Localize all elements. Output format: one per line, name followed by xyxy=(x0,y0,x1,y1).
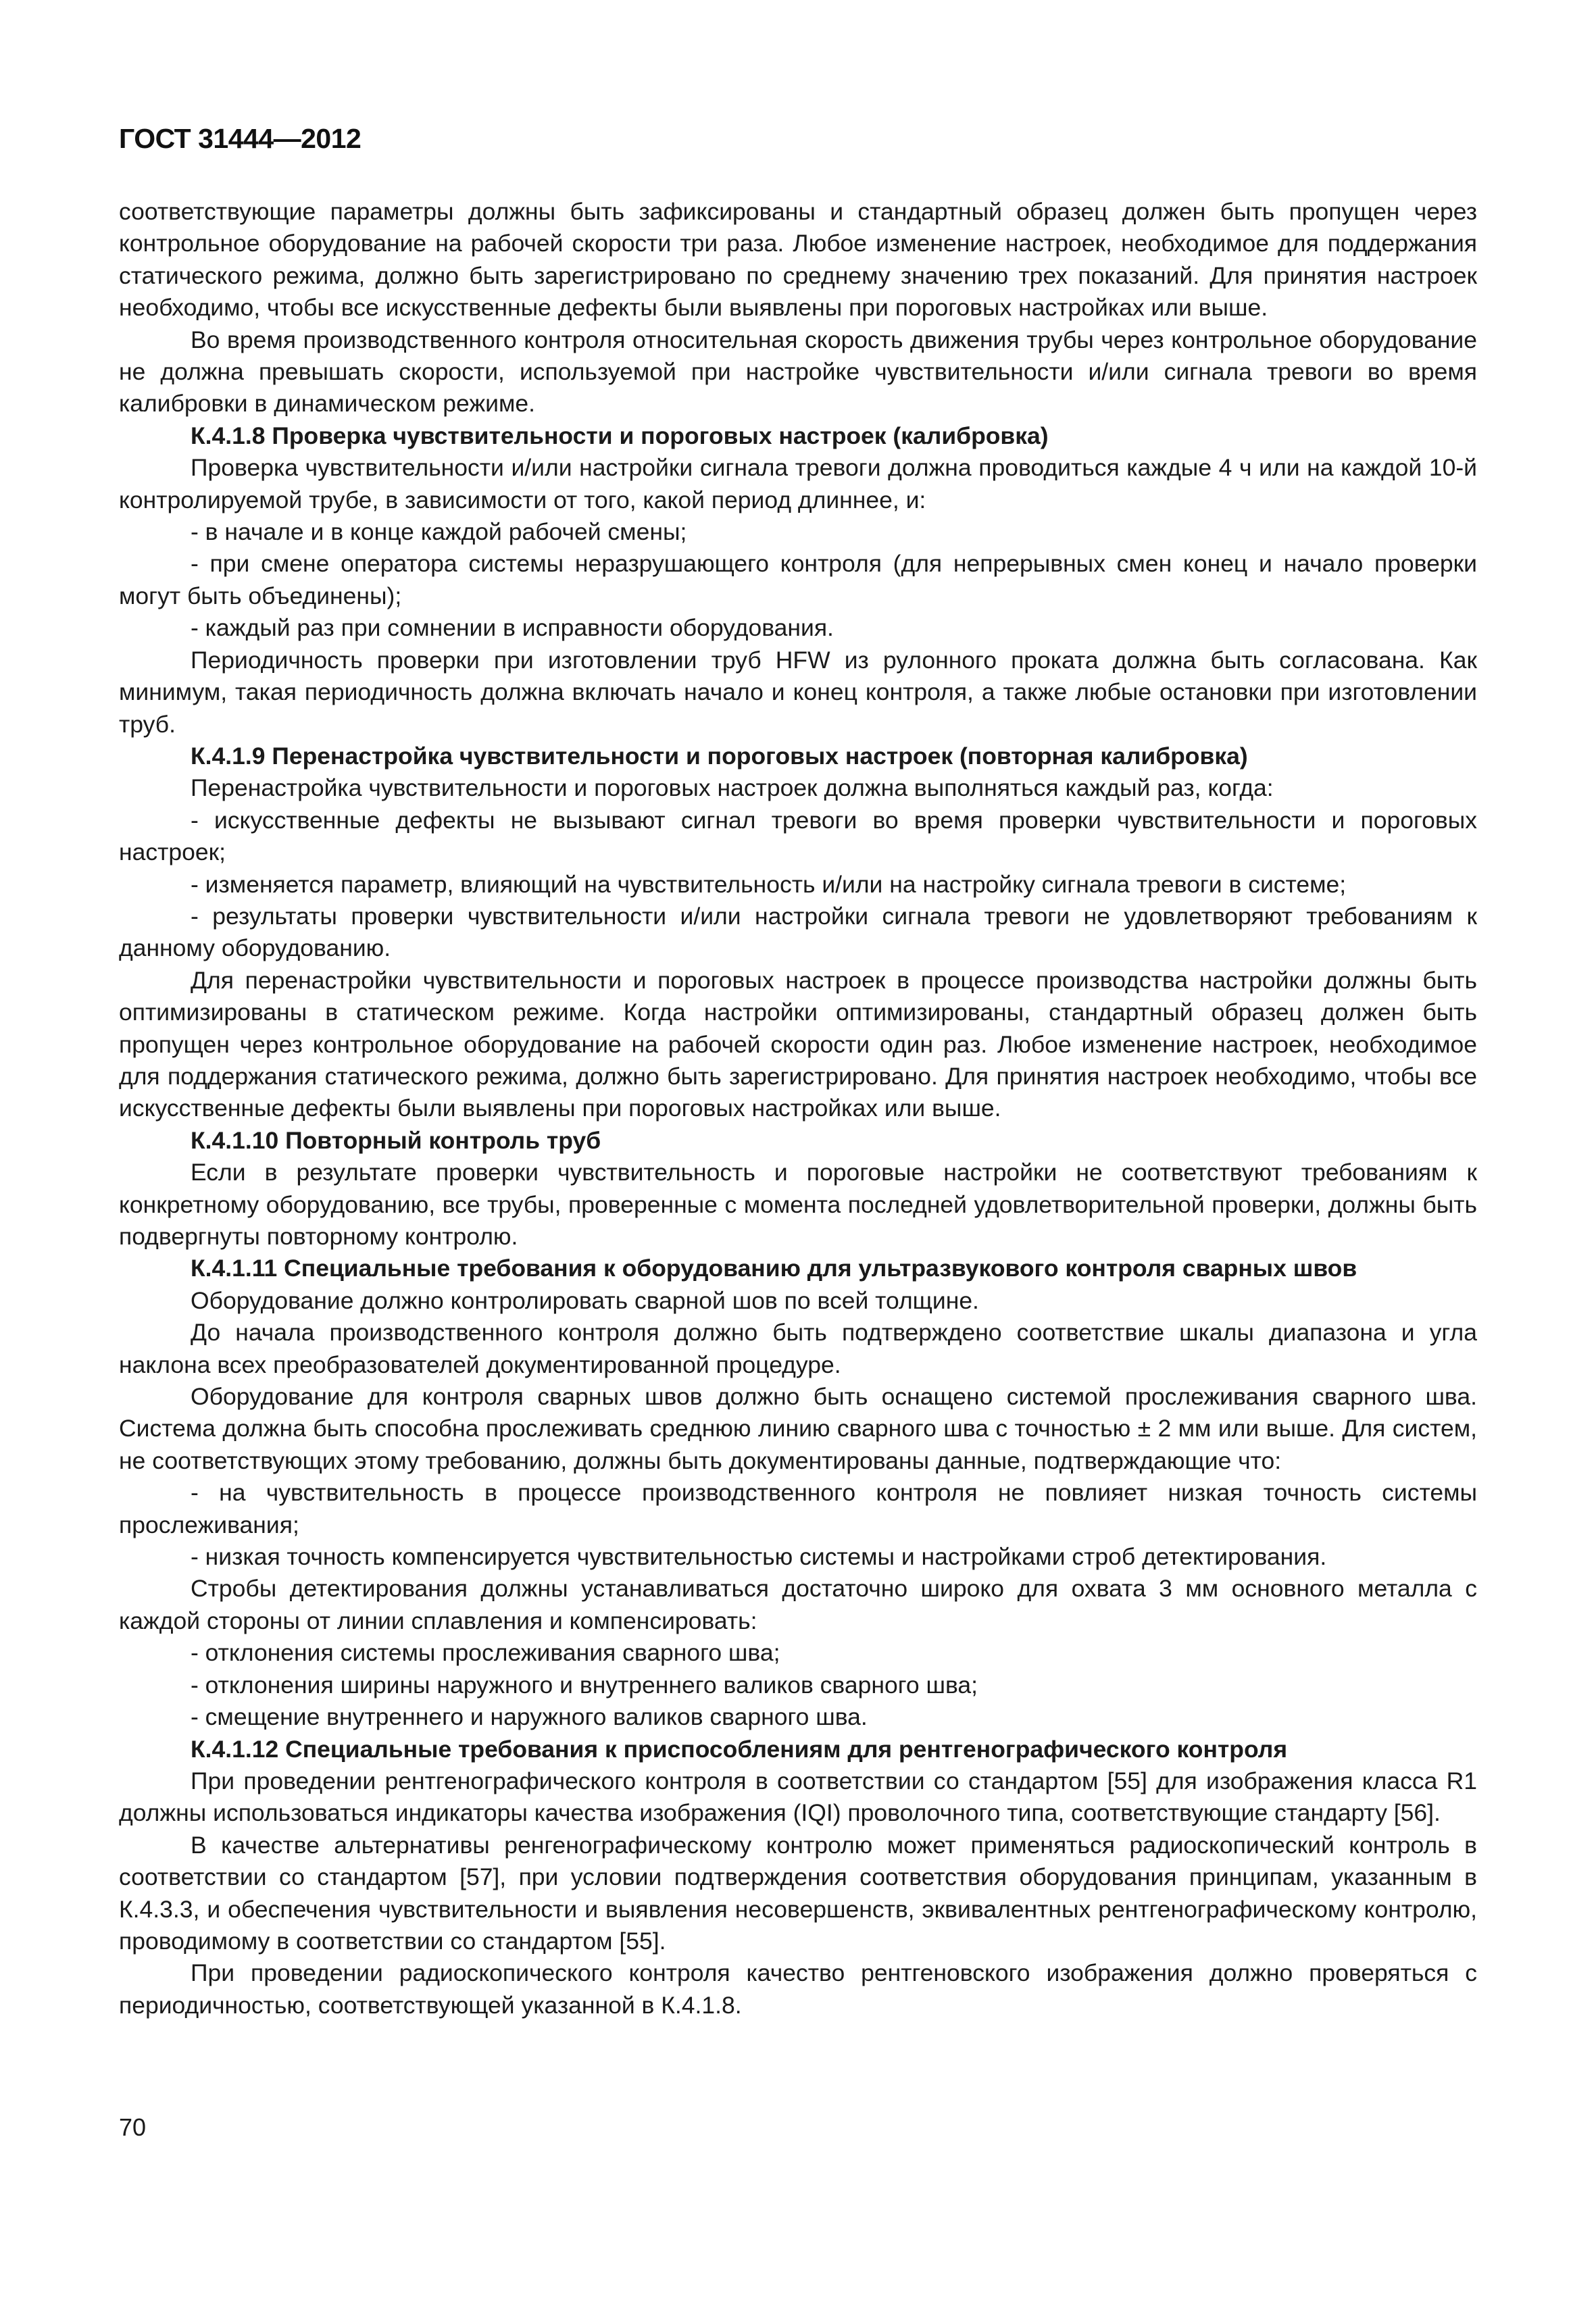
paragraph: До начала производственного контроля должно быть подтверждено соответствие шкалы диапазона и угла наклона всех преобразователей документированной процедуре. xyxy=(119,1319,1477,1378)
list-item: - отклонения системы прослеживания сварного шва; xyxy=(191,1639,780,1667)
list-item: - каждый раз при сомнении в исправности оборудования. xyxy=(191,614,834,642)
standard-header: ГОСТ 31444—2012 xyxy=(119,123,361,154)
list-item: - в начале и в конце каждой рабочей смены; xyxy=(191,518,687,546)
body-text xyxy=(119,196,1477,2021)
list-item: - результаты проверки чувствительности и/или настройки сигнала тревоги не удовлетворяют требованиям к данному оборудованию. xyxy=(119,902,1477,962)
paragraph: Оборудование должно контролировать сварной шов по всей толщине. xyxy=(191,1286,979,1314)
paragraph: Для перенастройки чувствительности и пороговых настроек в процессе производства настройки должны быть оптимизированы в статическом режиме. Когда настройки оптимизированы, стандартный образец должен быть пропущен через контрольное оборудование на рабочей скорости один раз. Любое изменение настроек, необходимое для поддержания статического режима, должно быть зарегистрировано. Для принятия настроек необходимо, чтобы все искусственные дефекты были выявлены при пороговых настройках или выше. xyxy=(119,966,1477,1122)
section-heading-k4110: К.4.1.10 Повторный контроль труб xyxy=(191,1126,601,1154)
section-heading-k419: К.4.1.9 Перенастройка чувствительности и пороговых настроек (повторная калибровка) xyxy=(191,742,1248,770)
paragraph: Перенастройка чувствительности и пороговых настроек должна выполняться каждый раз, когда: xyxy=(191,774,1274,802)
section-heading-k4111: К.4.1.11 Специальные требования к оборудованию для ультразвукового контроля сварных швов xyxy=(191,1255,1357,1282)
page-number: 70 xyxy=(119,2113,147,2141)
paragraph: Оборудование для контроля сварных швов должно быть оснащено системой прослеживания сварного шва. Система должна быть способна прослеживать среднюю линию сварного шва с точностью ± 2 мм или выше. Для систем, не соответствующих этому требованию, должны быть документированы данные, подтверждающие что: xyxy=(119,1383,1477,1474)
section-heading-k4112: К.4.1.12 Специальные требования к приспособлениям для рентгенографического контроля xyxy=(191,1735,1288,1763)
list-item: - искусственные дефекты не вызывают сигнал тревоги во время проверки чувствительности и пороговых настроек; xyxy=(119,806,1477,866)
paragraph: В качестве альтернативы ренгенографическому контролю может применяться радиоскопический контроль в соответствии со стандартом [57], при условии подтверждения соответствия оборудования принципам, указанным в К.4.3.3, и обеспечения чувствительности и выявления несовершенств, эквивалентных рентгенографическому контролю, проводимому в соответствии со стандартом [55]. xyxy=(119,1831,1477,1955)
paragraph: Во время производственного контроля относительная скорость движения трубы через контрольное оборудование не должна превышать скорости, используемой при настройке чувствительности и/или сигнала тревоги во время калибровки в динамическом режиме. xyxy=(119,326,1477,418)
list-item: - на чувствительность в процессе производственного контроля не повлияет низкая точность системы прослеживания; xyxy=(119,1479,1477,1538)
list-item: - низкая точность компенсируется чувствительностью системы и настройками строб детектирования. xyxy=(191,1543,1327,1571)
paragraph: Стробы детектирования должны устанавливаться достаточно широко для охвата 3 мм основного металла с каждой стороны от линии сплавления и компенсировать: xyxy=(119,1575,1477,1634)
list-item: - смещение внутреннего и наружного валиков сварного шва. xyxy=(191,1703,868,1731)
list-item: - при смене оператора системы неразрушающего контроля (для непрерывных смен конец и начало проверки могут быть объединены); xyxy=(119,550,1477,609)
paragraph: При проведении радиоскопического контроля качество рентгеновского изображения должно проверяться с периодичностью, соответствующей указанной в К.4.1.8. xyxy=(119,1959,1477,2019)
list-item: - отклонения ширины наружного и внутреннего валиков сварного шва; xyxy=(191,1671,978,1699)
section-heading-k418: К.4.1.8 Проверка чувствительности и пороговых настроек (калибровка) xyxy=(191,422,1049,449)
list-item: - изменяется параметр, влияющий на чувствительность и/или на настройку сигнала тревоги в системе; xyxy=(191,870,1347,898)
paragraph: Проверка чувствительности и/или настройки сигнала тревоги должна проводиться каждые 4 ч или на каждой 10-й контролируемой трубе, в зависимости от того, какой период длиннее, и: xyxy=(119,454,1477,513)
paragraph: Периодичность проверки при изготовлении труб HFW из рулонного проката должна быть согласована. Как минимум, такая периодичность должна включать начало и конец контроля, а также любые остановки при изготовлении труб. xyxy=(119,646,1477,738)
paragraph: При проведении рентгенографического контроля в соответствии со стандартом [55] для изображения класса R1 должны использоваться индикаторы качества изображения (IQI) проволочного типа, соответствующие стандарту [56]. xyxy=(119,1767,1477,1827)
paragraph: Если в результате проверки чувствительность и пороговые настройки не соответствуют требованиям к конкретному оборудованию, все трубы, проверенные с момента последней удовлетворительной проверки, должны быть подвергнуты повторному контролю. xyxy=(119,1159,1477,1250)
paragraph-continuation: соответствующие параметры должны быть зафиксированы и стандартный образец должен быть пропущен через контрольное оборудование на рабочей скорости три раза. Любое изменение настроек, необходимое для поддержания статического режима, должно быть зарегистрировано по среднему значению трех показаний. Для принятия настроек необходимо, чтобы все искусственные дефекты были выявлены при пороговых настройках или выше. xyxy=(119,198,1477,322)
